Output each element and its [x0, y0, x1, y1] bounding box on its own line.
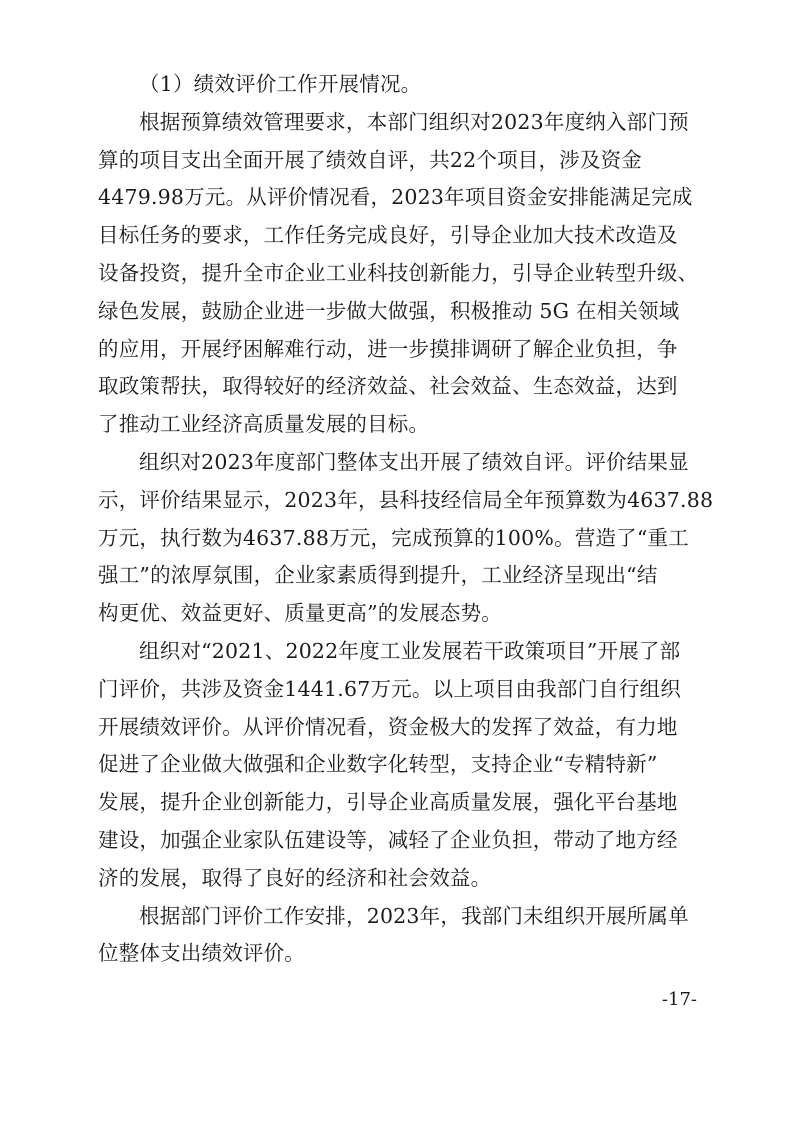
- text-line: 强工”的浓厚氛围，企业家素质得到提升，工业经济呈现出“结: [98, 563, 658, 588]
- section-heading: （1）绩效评价工作开展情况。: [139, 72, 422, 96]
- text-line: 4479.98万元。从评价情况看，2023年项目资金安排能满足完成: [98, 185, 693, 210]
- text-line: 开展绩效评价。从评价情况看，资金极大的发挥了效益，有力地: [98, 714, 678, 739]
- text-line: 构更优、效益更好、质量更高”的发展态势。: [98, 601, 502, 626]
- text-line: 万元，执行数为4637.88万元，完成预算的100%。营造了“重工: [98, 525, 689, 550]
- paragraph-project-evaluation: [98, 104, 698, 444]
- text-line: 算的项目支出全面开展了绩效自评，共22个项目，涉及资金: [98, 147, 642, 172]
- text-line: 示，评价结果显示，2023年，县科技经信局全年预算数为4637.88: [98, 487, 714, 512]
- text-line: 了推动工业经济高质量发展的目标。: [98, 412, 430, 437]
- text-line: 取政策帮扶，取得较好的经济效益、社会效益、生态效益，达到: [98, 374, 678, 399]
- text-line: 促进了企业做大做强和企业数字化转型，支持企业“专精特新”: [98, 752, 658, 777]
- text-line: 济的发展，取得了良好的经济和社会效益。: [98, 865, 492, 890]
- text-line: 门评价，共涉及资金1441.67万元。以上项目由我部门自行组织: [98, 676, 681, 701]
- body-text: [98, 66, 714, 973]
- text-line: 组织对“2021、2022年度工业发展若干政策项目”开展了部: [139, 638, 681, 663]
- text-line: 的应用，开展纾困解难行动，进一步摸排调研了解企业负担，争: [98, 336, 678, 361]
- text-line: 根据预算绩效管理要求，本部门组织对2023年度纳入部门预: [139, 109, 689, 134]
- text-line: 位整体支出绩效评价。: [98, 941, 305, 966]
- text-line: 建设，加强企业家队伍建设等，减轻了企业负担，带动了地方经: [98, 827, 678, 852]
- paragraph-policy-projects: [98, 633, 698, 898]
- text-line: 发展，提升企业创新能力，引导企业高质量发展，强化平台基地: [98, 790, 678, 815]
- text-line: 根据部门评价工作安排，2023年，我部门未组织开展所属单: [139, 903, 689, 928]
- paragraph-affiliated-units: [98, 898, 698, 974]
- text-line: 目标任务的要求，工作任务完成良好，引导企业加大技术改造及: [98, 223, 678, 248]
- text-line: 设备投资，提升全市企业工业科技创新能力，引导企业转型升级、: [98, 260, 699, 285]
- text-line: 组织对2023年度部门整体支出开展了绩效自评。评价结果显: [139, 449, 689, 474]
- paragraph-overall-expenditure: [98, 444, 714, 633]
- text-line: 绿色发展，鼓励企业进一步做大做强，积极推动 5G 在相关领域: [98, 298, 680, 323]
- page-number: -17-: [661, 989, 697, 1010]
